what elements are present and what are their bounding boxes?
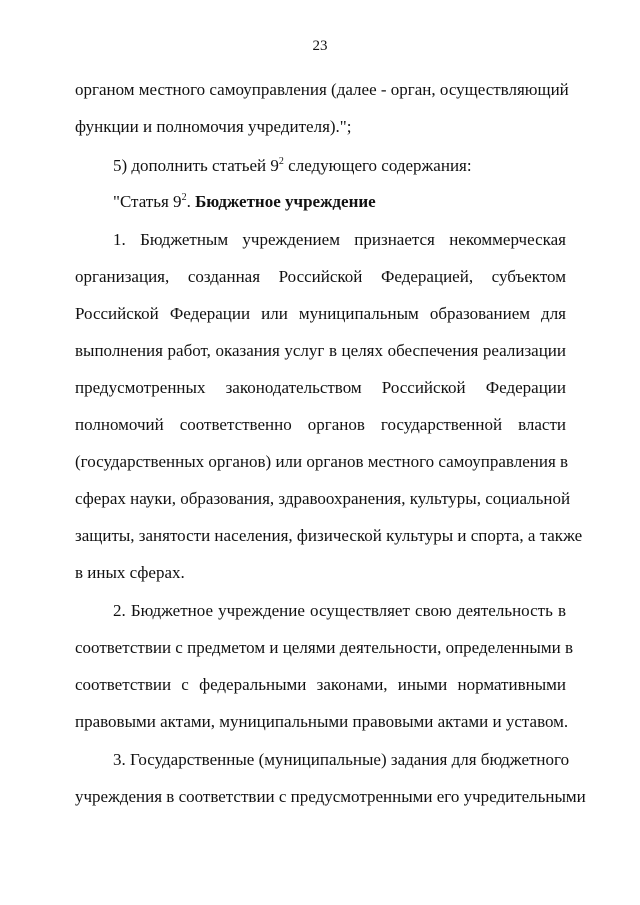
text-line: 5) дополнить статьей $9^2$ следующего содержания: bbox=[113, 156, 472, 175]
text-line: соответствии с федеральными законами, иными нормативными bbox=[75, 675, 566, 694]
article-title: Бюджетное учреждение bbox=[195, 192, 376, 211]
superscript: 2 bbox=[181, 192, 187, 203]
text-line: 2. Бюджетное учреждение осуществляет свою деятельность в bbox=[113, 601, 566, 620]
text-line: функции и полномочия учредителя)."; bbox=[75, 117, 352, 136]
text-line: в иных сферах. bbox=[75, 563, 185, 582]
text-line: полномочий соответственно органов государственной власти bbox=[75, 415, 566, 434]
text-line: защиты, занятости населения, физической культуры и спорта, а также bbox=[75, 526, 583, 545]
text-line: сферах науки, образования, здравоохранения, культуры, социальной bbox=[75, 489, 571, 508]
text-line: учреждения в соответствии с предусмотренными его учредительными bbox=[75, 787, 586, 806]
page-number: 23 bbox=[312, 38, 328, 54]
text-line: соответствии с предметом и целями деятельности, определенными в bbox=[75, 638, 573, 657]
text-line: (государственных органов) или органов местного самоуправления в bbox=[75, 452, 569, 471]
text-line: органом местного самоуправления (далее - орган, осуществляющий bbox=[75, 80, 569, 99]
text-line: правовыми актами, муниципальными правовыми актами и уставом. bbox=[75, 712, 569, 731]
superscript: 2 bbox=[278, 156, 284, 167]
text-line: Российской Федерации или муниципальным образованием для bbox=[75, 304, 566, 323]
text-line: "Статья $9^2$. Бюджетное учреждение bbox=[113, 192, 376, 211]
text-line: предусмотренных законодательством Российской Федерации bbox=[75, 378, 566, 397]
text-line: 3. Государственные (муниципальные) задания для бюджетного bbox=[113, 750, 570, 769]
text-line: 1. Бюджетным учреждением признается некоммерческая bbox=[113, 230, 566, 249]
text-line: выполнения работ, оказания услуг в целях обеспечения реализации bbox=[75, 341, 566, 360]
text-line: организация, созданная Российской Федерацией, субъектом bbox=[75, 267, 566, 286]
